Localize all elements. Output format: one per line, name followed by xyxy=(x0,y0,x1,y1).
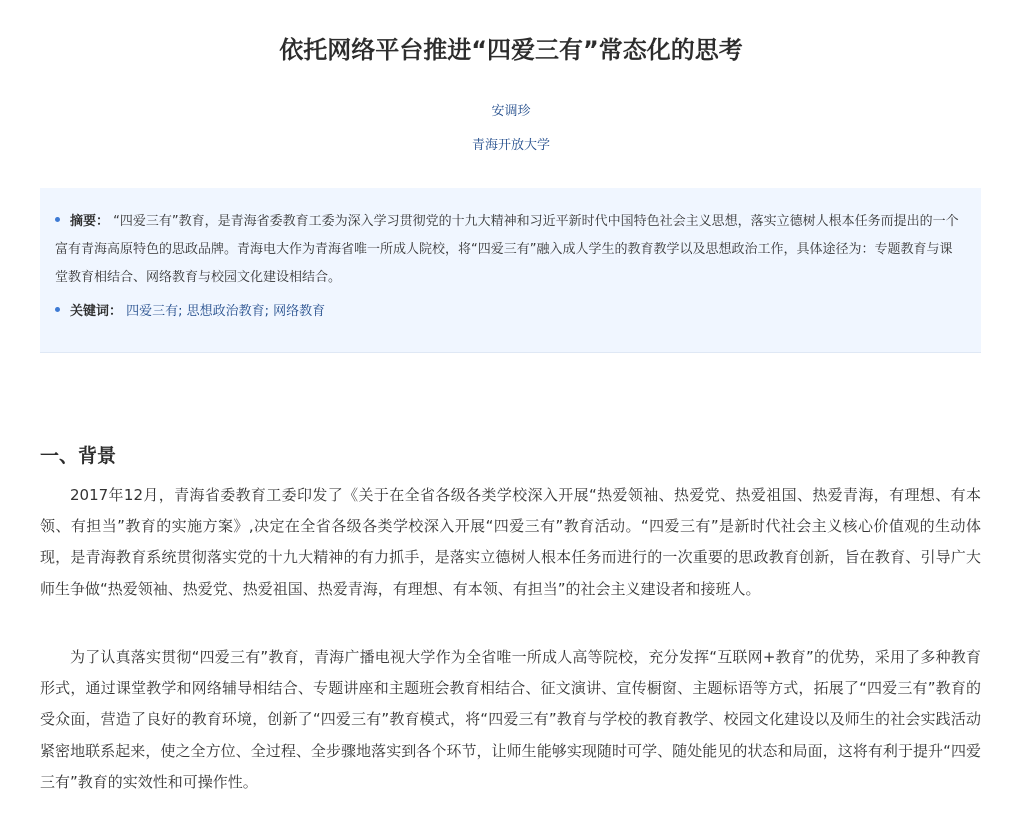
body-paragraph-1: 2017年12月，青海省委教育工委印发了《关于在全省各级各类学校深入开展“热爱领袖、热爱党、热爱祖国、热爱青海，有理想、有本领、有担当”教育的实施方案》,决定在全省各级各类学校深入开展“四爱三有”教育活动。“四爱三有”是新时代社会主义核心价值观的生动体现，是青海教育系统贯彻落实党的十九大精神的有力抓手，是落实立德树人根本任务而进行的一次重要的思政教育创新，旨在教育、引导广大师生争做“热爱领袖、热爱党、热爱祖国、热爱青海，有理想、有本领、有担当”的社会主义建设者和接班人。 xyxy=(40,486,981,598)
keywords-label: 关键词： xyxy=(70,304,123,319)
keywords-bullet-icon xyxy=(55,307,60,312)
abstract-text: “四爱三有”教育，是青海省委教育工委为深入学习贯彻党的十九大精神和习近平新时代中国特色社会主义思想，落实立德树人根本任务而提出的一个富有青海高原特色的思政品牌。青海电大作为青海省唯一所成人院校，将“四爱三有”融入成人学生的教育教学以及思想政治工作，具体途径为：专题教育与课堂教育相结合、网络教育与校园文化建设相结合。 xyxy=(55,214,959,285)
article-title: 依托网络平台推进“四爱三有”常态化的思考 xyxy=(279,36,743,64)
author-name[interactable]: 安调珍 xyxy=(491,104,531,119)
keywords-section xyxy=(55,298,960,326)
section-heading: 一、背景 xyxy=(40,445,117,467)
abstract-section xyxy=(55,208,960,292)
abstract-bullet-icon xyxy=(55,217,60,222)
author-organization[interactable]: 青海开放大学 xyxy=(471,138,550,153)
keywords-list[interactable]: 四爱三有; 思想政治教育; 网络教育 xyxy=(126,304,326,319)
abstract-label: 摘要： xyxy=(70,214,110,229)
body-paragraph-2: 为了认真落实贯彻“四爱三有”教育，青海广播电视大学作为全省唯一所成人高等院校，充分发挥“互联网+教育”的优势，采用了多种教育形式，通过课堂教学和网络辅导相结合、专题讲座和主题班会教育相结合、征文演讲、宣传橱窗、主题标语等方式，拓展了“四爱三有”教育的受众面，营造了良好的教育环境，创新了“四爱三有”教育模式，将“四爱三有”教育与学校的教育教学、校园文化建设以及师生的社会实践活动紧密地联系起来，使之全方位、全过程、全步骤地落实到各个环节，让师生能够实现随时可学、随处能见的状态和局面，这将有利于提升“四爱三有”教育的实效性和可操作性。 xyxy=(40,648,981,791)
